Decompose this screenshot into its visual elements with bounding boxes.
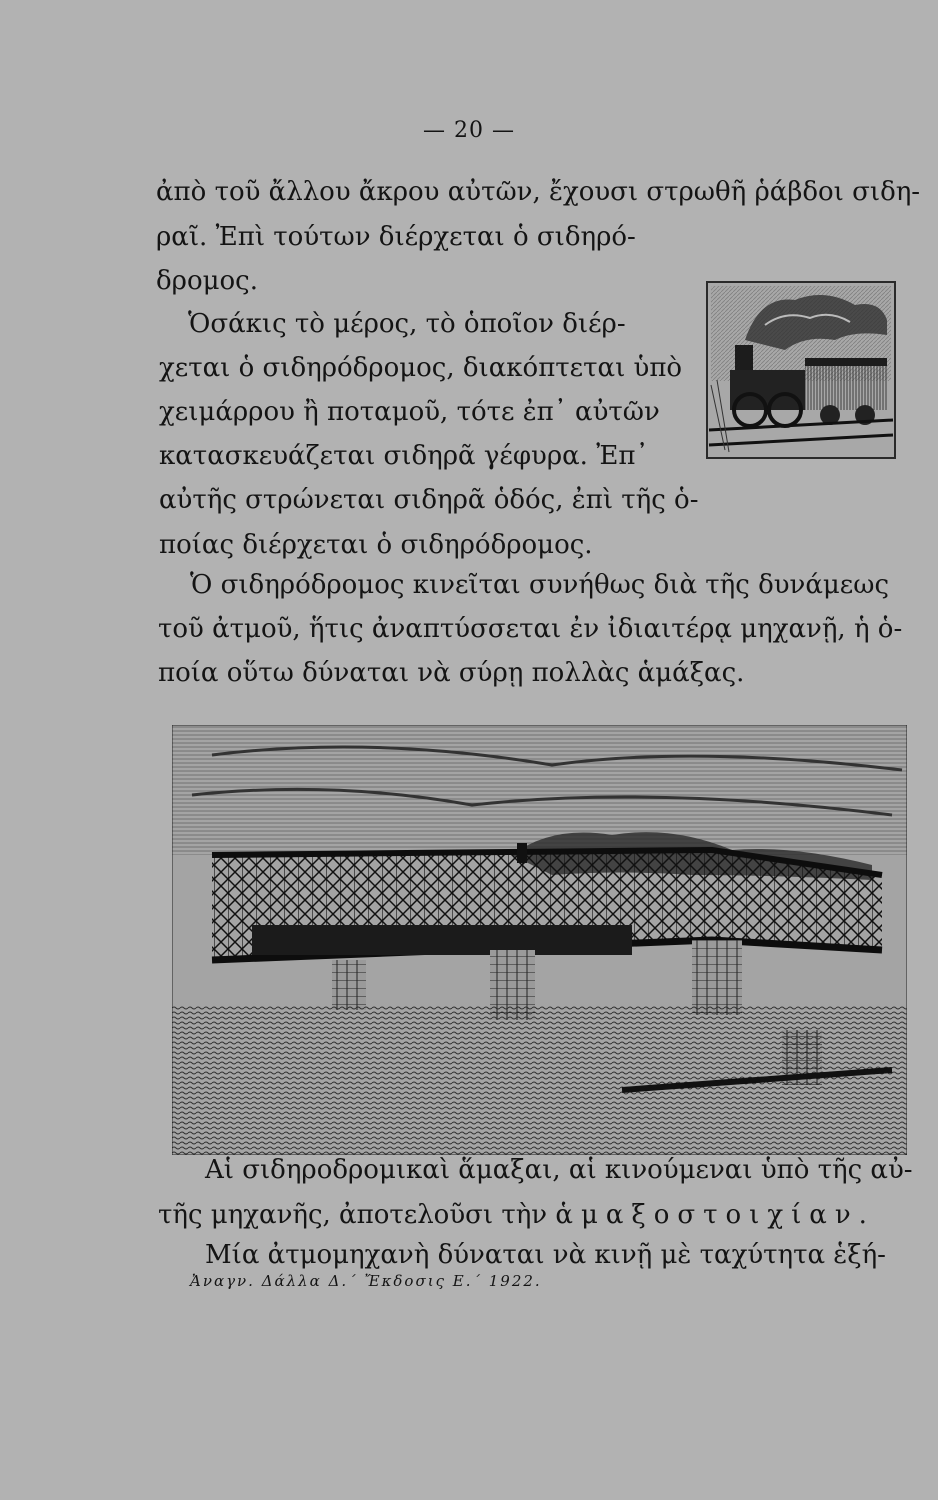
- text-line: αὐτῆς στρώνεται σιδηρᾶ ὁδός, ἐπὶ τῆς ὁ-: [159, 485, 699, 515]
- text-fragment: τῆς μηχανῆς, ἀποτελοῦσι τὴν: [158, 1200, 556, 1230]
- printer-footer: Ἀναγν. Δάλλα Δ.΄ Ἔκδοσις Ε.΄ 1922.: [190, 1272, 542, 1290]
- text-line: Ὁ σιδηρόδρομος κινεῖται συνήθως διὰ τῆς δυνάμεως: [190, 570, 890, 600]
- text-line: τοῦ ἀτμοῦ, ἥτις ἀναπτύσσεται ἐν ἰδιαιτέρᾳ μηχανῇ, ἡ ὁ-: [158, 614, 903, 644]
- text-line: ποίας διέρχεται ὁ σιδηρόδρομος.: [159, 530, 593, 560]
- locomotive-engraving: [705, 280, 897, 460]
- text-line: ποία οὕτω δύναται νὰ σύρῃ πολλὰς ἁμάξας.: [158, 658, 745, 688]
- text-line: χεται ὁ σιδηρόδρομος, διακόπτεται ὑπὸ: [159, 353, 683, 383]
- emphasized-term: ἁμαξοστοιχίαν: [555, 1200, 859, 1230]
- text-line: Ὁσάκις τὸ μέρος, τὸ ὁποῖον διέρ-: [188, 309, 626, 339]
- railway-bridge-engraving: [172, 725, 907, 1155]
- text-line: Μία ἀτμομηχανὴ δύναται νὰ κινῇ μὲ ταχύτητα ἑξή-: [205, 1240, 886, 1270]
- text-line: δρομος.: [156, 266, 258, 296]
- text-line: Αἱ σιδηροδρομικαὶ ἅμαξαι, αἱ κινούμεναι ὑπὸ τῆς αὐ-: [205, 1155, 913, 1185]
- text-line: ραῖ. Ἐπὶ τούτων διέρχεται ὁ σιδηρό-: [156, 222, 636, 252]
- text-line: ἀπὸ τοῦ ἄλλου ἄκρου αὐτῶν, ἔχουσι στρωθῆ ῥάβδοι σιδη-: [156, 177, 921, 207]
- text-line: [158, 1200, 867, 1230]
- text-fragment: .: [858, 1200, 867, 1230]
- page-number: — 20 —: [423, 118, 515, 143]
- text-line: χειμάρρου ἢ ποταμοῦ, τότε ἐπ᾽ αὐτῶν: [159, 397, 660, 427]
- text-line: κατασκευάζεται σιδηρᾶ γέφυρα. Ἐπ᾽: [159, 441, 649, 471]
